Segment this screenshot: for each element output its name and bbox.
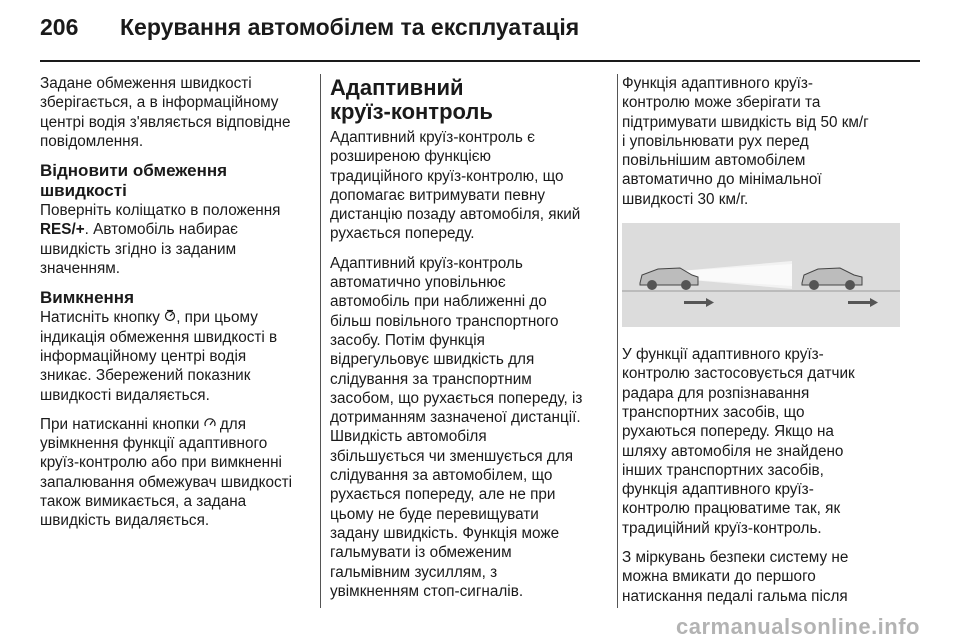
acc-heading: Адаптивний круїз-контроль: [330, 75, 493, 124]
restore-limit-heading: Відновити обмеження швидкості: [40, 161, 228, 201]
leading-car-icon: [802, 268, 862, 290]
restore-text: Поверніть коліщатко в положення: [40, 202, 281, 220]
restore-text: . Автомобіль набирає швидкість згідно із заданим значенням.: [40, 221, 238, 278]
cruise-switch-text: для увімкнення функції адаптивного круїз-контролю або при вимкненні запалювання обмежувач швидкості також вимикається, а задана швидкість видаляється.: [40, 415, 293, 530]
column-middle: [330, 74, 615, 611]
watermark: carmanualsonline.info: [676, 614, 920, 639]
speed-limiter-icon: [164, 308, 176, 327]
column-left: [40, 74, 312, 541]
page-number: 206: [40, 14, 79, 40]
radar-illustration: [622, 223, 900, 327]
res-plus-label: RES/+: [40, 221, 85, 239]
restore-limit-paragraph: [40, 201, 312, 278]
direction-arrow-icon: [684, 298, 714, 307]
cruise-control-icon: [204, 415, 216, 434]
safety-paragraph: З міркувань безпеки систему не можна вмикати до першого натискання педалі гальма після: [622, 549, 849, 605]
radar-paragraph: У функції адаптивного круїз- контролю застосовується датчик радара для розпізнавання транспортних засобів, що рухаються попереду. Якщо на шляху автомобіля не знайдено інших транспортних засобів, функція адаптивного круїз- контролю працюватиме так, як традиційний круїз-контроль.: [622, 346, 855, 537]
switch-off-paragraph: [40, 308, 312, 404]
switch-off-text: Натисніть кнопку: [40, 309, 165, 327]
cruise-switch-text: При натисканні кнопки: [40, 415, 204, 433]
switch-off-heading: Вимкнення: [40, 288, 134, 308]
cruise-switch-paragraph: [40, 415, 312, 531]
direction-arrow-icon: [848, 298, 878, 307]
column-right: [622, 74, 912, 616]
column-divider: [320, 74, 321, 608]
acc-paragraph-1: Адаптивний круїз-контроль є розширеною функцією традиційного круїз-контролю, що допомагає витримувати певну дистанцію позаду автомобіля, який рухається попереду.: [330, 129, 581, 243]
column-divider: [617, 74, 618, 608]
page-title: Керування автомобілем та експлуатація: [120, 14, 580, 40]
acc-speed-paragraph: Функція адаптивного круїз- контролю може зберігати та підтримувати швидкість від 50 км/г і уповільнювати рух перед повільнішим автомобілем автоматично до мінімальної швидкості 30 км/г.: [622, 75, 869, 208]
intro-paragraph: Задане обмеження швидкості зберігається, а в інформаційному центрі водія з'являється відповідне повідомлення.: [40, 75, 291, 150]
acc-paragraph-2: Адаптивний круїз-контроль автоматично уповільнює автомобіль при наближенні до більш повільного транспортного засобу. Потім функція відрегульовує швидкість для слідування за транспортним засобом, що рухається попереду, із дотриманням зазначеної дистанції. Швидкість автомобіля збільшується чи зменшується для слідування за автомобілем, що рухається попереду, але не при цьому не буде перевищувати задану швидкість. Функція може гальмувати із обмеженим гальмівним зусиллям, з увімкненням стоп-сигналів.: [330, 254, 583, 600]
header-divider: [40, 60, 920, 62]
page-header: [0, 0, 960, 60]
switch-off-text: , при цьому індикація обмеження швидкості в інформаційному центрі водія зникає. Збережений показник швидкості видаляється.: [40, 309, 278, 404]
